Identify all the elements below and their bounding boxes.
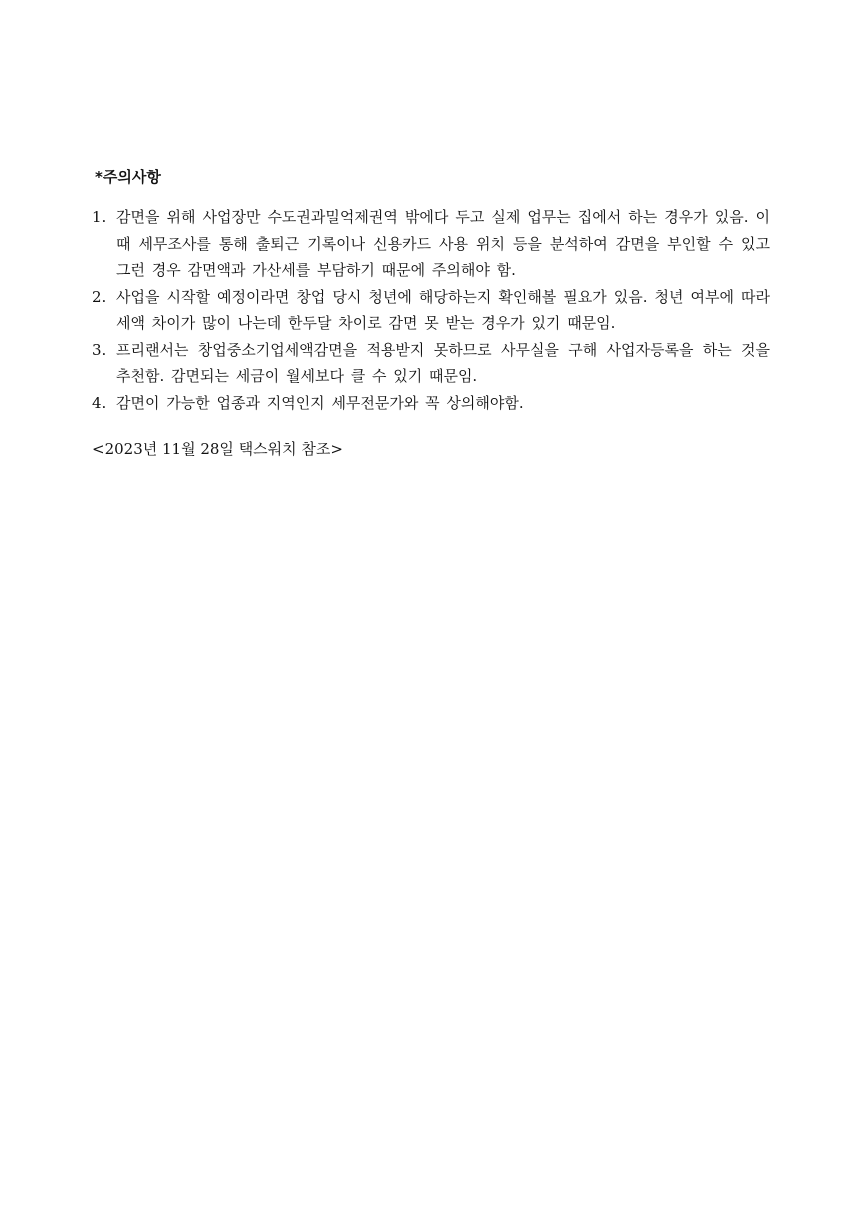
list-item-text: 감면을 위해 사업장만 수도권과밀억제권역 밖에다 두고 실제 업무는 집에서 하는 경우가 있음. 이 때 세무조사를 통해 출퇴근 기록이나 신용카드 사용 위치 등을 분석하여 감면을 부인할 수 있고 그런 경우 감면액과 가산세를 부담하기 때문에 주의해야 함.	[116, 208, 770, 279]
list-item	[92, 337, 770, 390]
list-item-text: 사업을 시작할 예정이라면 창업 당시 청년에 해당하는지 확인해볼 필요가 있음. 청년 여부에 따라 세액 차이가 많이 나는데 한두달 차이로 감면 못 받는 경우가 있기 때문임.	[116, 287, 770, 332]
list-item-number: 3.	[92, 340, 107, 359]
list-item	[92, 204, 770, 284]
list-item-text: 감면이 가능한 업종과 지역인지 세무전문가와 꼭 상의해야함.	[116, 393, 524, 412]
source-citation: <2023년 11월 28일 택스워치 참조>	[92, 440, 343, 458]
list-item-text: 프리랜서는 창업중소기업세액감면을 적용받지 못하므로 사무실을 구해 사업자등록을 하는 것을 추천함. 감면되는 세금이 월세보다 클 수 있기 때문임.	[116, 340, 770, 385]
list-item-number: 2.	[92, 287, 107, 306]
notes-list	[92, 204, 770, 416]
list-item	[92, 390, 770, 417]
list-item	[92, 284, 770, 337]
section-heading: *주의사항	[95, 168, 161, 186]
list-item-number: 4.	[92, 393, 107, 412]
document-body	[92, 164, 770, 462]
list-item-number: 1.	[92, 208, 107, 226]
